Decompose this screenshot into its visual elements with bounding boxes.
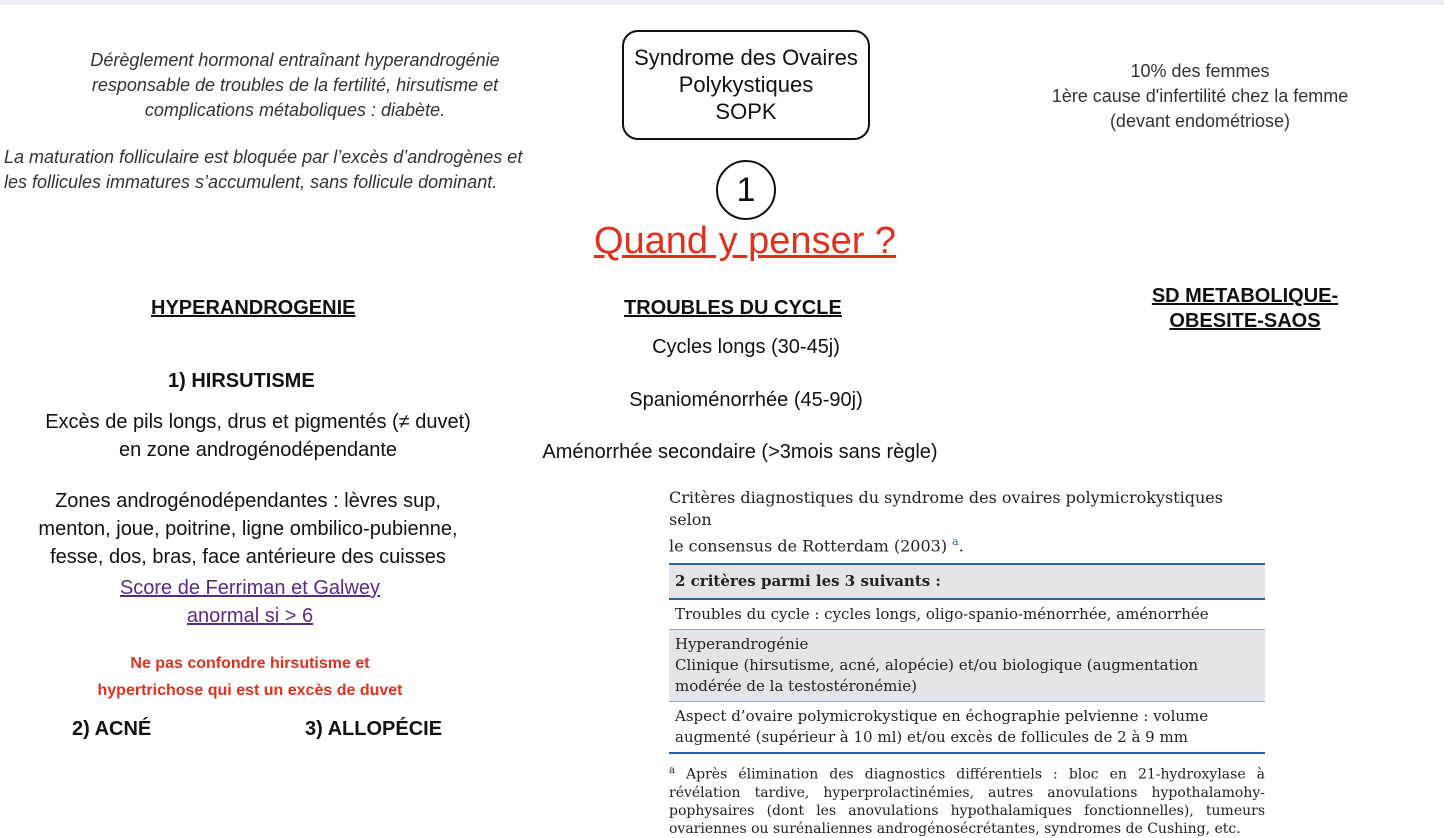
caption-line	[669, 531, 1265, 557]
acne-title: 2) ACNÉ	[72, 718, 152, 740]
caption-line: Critères diagnostiques du syndrome des ovaires polymicrokystiques selon	[669, 488, 1223, 529]
top-bar	[0, 0, 1444, 5]
warning-line: hypertrichose qui est un excès de duvet	[97, 682, 403, 699]
link-line[interactable]: Score de Ferriman et Galwey	[119, 577, 381, 599]
stats-line: 10% des femmes	[1130, 61, 1270, 81]
table-row	[669, 702, 1265, 754]
cycle-heading: TROUBLES DU CYCLE	[624, 297, 842, 319]
cycle-item: Aménorrhée secondaire (>3mois sans règle)	[542, 441, 938, 463]
footnote-text: Après élimination des diagnostics différentiels : bloc en 21-hydroxylase à révélation tardive, hyperprolactinémies, autres anovulations hypothalamohy-pophysaires (dont les anovulations hypothalamiques fonctionnelles), tumeurs ovariennes ou surénaliennes androgénosécrétantes, syndromes de Cushing, etc.	[669, 766, 1266, 837]
text-line: menton, joue, poitrine, ligne ombilico-pubienne,	[38, 518, 458, 540]
table-cell: Hyperandrogénie	[675, 635, 809, 654]
table-footnote	[669, 762, 1265, 838]
stats-line: (devant endométriose)	[1109, 111, 1291, 131]
title-line: Syndrome des Ovaires	[634, 45, 858, 70]
zones-list	[0, 487, 496, 571]
text-line: Zones androgénodépendantes : lèvres sup,	[55, 490, 441, 512]
table-cell: Troubles du cycle : cycles longs, oligo-spanio-ménorrhée, aménorrhée	[675, 605, 1209, 624]
heading-line: OBESITE-SAOS	[1169, 310, 1321, 332]
table-cell: augmenté (supérieur à 10 ml) et/ou excès de follicules de 2 à 9 mm	[675, 728, 1188, 747]
table-caption	[669, 487, 1265, 557]
table-cell: modérée de la testostéronémie)	[675, 677, 917, 696]
table-cell: Aspect d’ovaire polymicrokystique en échographie pelvienne : volume	[675, 707, 1209, 726]
metabolique-heading	[1110, 284, 1380, 334]
cycle-item: Spanioménorrhée (45-90j)	[629, 389, 863, 411]
ferriman-galwey-link[interactable]	[80, 574, 420, 630]
cycle-item: Cycles longs (30-45j)	[652, 336, 840, 358]
warning-note	[40, 650, 460, 704]
table-row	[669, 600, 1265, 630]
alopecie-title: 3) ALLOPÉCIE	[305, 718, 443, 740]
footnote-marker: a	[669, 765, 675, 777]
footnote-marker: a	[952, 535, 959, 548]
step-number-badge: 1	[716, 160, 776, 220]
title-acronym: SOPK	[715, 99, 777, 124]
stats-block	[1020, 59, 1380, 134]
hirsutisme-definition	[0, 408, 516, 464]
caption-text: le consensus de Rotterdam (2003)	[669, 536, 948, 556]
hyperandrogenie-heading: HYPERANDROGENIE	[151, 297, 356, 319]
mechanism-text	[4, 145, 604, 195]
heading-line: SD METABOLIQUE-	[1151, 285, 1339, 307]
table-cell: Clinique (hirsutisme, acné, alopécie) et/ou biologique (augmentation	[675, 656, 1199, 675]
section-question: Quand y penser ?	[593, 220, 897, 262]
warning-line: Ne pas confondre hirsutisme et	[130, 655, 370, 672]
caption-end: .	[958, 536, 964, 556]
table-row	[669, 630, 1265, 702]
link-line[interactable]: anormal si > 6	[186, 605, 314, 627]
rotterdam-criteria-table	[669, 487, 1265, 838]
mechanism-line: La maturation folliculaire est bloquée par l’excès d’androgènes et	[4, 147, 523, 167]
stats-line: 1ère cause d'infertilité chez la femme	[1051, 86, 1349, 106]
table-header: 2 critères parmi les 3 suivants :	[669, 563, 1265, 600]
text-line: en zone androgénodépendante	[118, 439, 398, 461]
title-line: Polykystiques	[678, 72, 814, 97]
mechanism-line: les follicules immatures s’accumulent, sans follicule dominant.	[4, 172, 498, 192]
definition-text: Dérèglement hormonal entraînant hyperandrogénie responsable de troubles de la fertilité, hirsutisme et complications métaboliques : diabète.	[90, 50, 500, 120]
title-box	[622, 30, 870, 140]
hirsutisme-title: 1) HIRSUTISME	[168, 370, 315, 392]
text-line: Excès de pils longs, drus et pigmentés (≠ duvet)	[45, 411, 471, 433]
text-line: fesse, dos, bras, face antérieure des cuisses	[50, 546, 446, 568]
